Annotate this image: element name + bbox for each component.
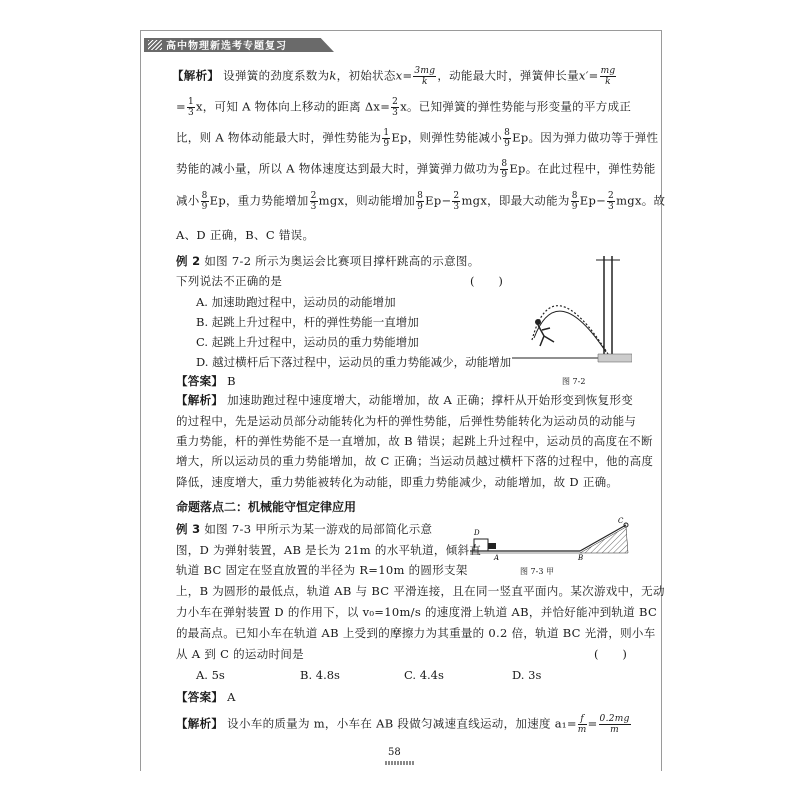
option-b: B. 起跳上升过程中，杆的弹性势能一直增加 <box>196 315 419 329</box>
figure-caption: 图 7-3 甲 <box>520 567 554 576</box>
text: 如图 7-3 甲所示为某一游戏的局部简化示意 <box>204 522 433 536</box>
analysis-tag: 【解析】 <box>176 716 224 731</box>
analysis-tag: 【解析】 <box>172 68 220 83</box>
answer-tag: 【答案】 <box>176 690 224 704</box>
pole-vault-figure <box>512 250 632 370</box>
text: = <box>176 99 186 114</box>
text: Ep，重力势能增加 <box>209 193 309 208</box>
fraction: $\frac{8}{9}$ <box>571 191 578 212</box>
text: x，可知 A 物体向上移动的距离 Δx= <box>195 99 391 114</box>
option-c: C. 起跳上升过程中，运动员的重力势能增加 <box>196 335 419 349</box>
analysis1-line2 <box>176 97 631 118</box>
example3-analysis <box>176 714 632 735</box>
analysis1-line3 <box>176 128 658 149</box>
option-a: A. 加速助跑过程中，运动员的动能增加 <box>196 295 396 309</box>
fraction: $\frac{3mg}{k}$ <box>414 66 436 87</box>
option-d: D. 越过横杆后下落过程中，运动员的重力势能减少，动能增加 <box>196 355 512 369</box>
text: Ep，则弹性势能减小 <box>391 130 503 145</box>
answer-value: B <box>227 374 236 388</box>
answer-paren: ( ) <box>594 647 628 661</box>
text: mgx。故 <box>616 193 666 208</box>
text: x= <box>395 68 413 83</box>
text: 如图 7-2 所示为奥运会比赛项目撑杆跳高的示意图。 <box>204 254 480 268</box>
text: 比，则 A 物体动能最大时，弹性势能为 <box>176 130 382 145</box>
analysis-tag: 【解析】 <box>176 393 224 407</box>
example3-answer <box>176 690 236 704</box>
example-label: 例 2 <box>176 254 201 268</box>
label-b: B <box>578 554 584 562</box>
answer-tag: 【答案】 <box>176 374 224 388</box>
text: x。已知弹簧的弹性势能与形变量的平方成正 <box>400 99 632 114</box>
header-stripe <box>148 40 162 50</box>
text: 势能的减小量，所以 A 物体速度达到最大时，弹簧弹力做功为 <box>176 161 500 176</box>
label-c: C <box>618 517 624 525</box>
example3-line1 <box>176 522 432 536</box>
text: 加速助跑过程中速度增大，动能增加，故 A 正确；撑杆从开始形变到恢复形变 <box>227 393 634 407</box>
analysis1-line1 <box>172 66 617 87</box>
text: mgx，即最大动能为 <box>461 193 570 208</box>
fraction: $\frac{1}{3}$ <box>187 97 194 118</box>
section-title: 命题落点二：机械能守恒定律应用 <box>176 500 357 514</box>
figure-caption: 图 7-2 <box>562 377 586 386</box>
header-title: 高中物理新选考专题复习 <box>166 41 287 52</box>
example3-line5: 力小车在弹射装置 D 的作用下，以 v₀=10m/s 的速度滑上轨道 AB，并恰好能冲到轨道 BC <box>176 605 658 619</box>
answer-paren: ( ) <box>470 274 504 288</box>
option-c: C. 4.4s <box>404 668 444 682</box>
fraction: $\frac{2}{3}$ <box>453 191 460 212</box>
text: 设小车的质量为 m，小车在 AB 段做匀减速直线运动，加速度 a₁= <box>227 716 577 731</box>
label-a: A <box>494 554 500 562</box>
text: 设弹簧的劲度系数为 <box>223 68 330 83</box>
fraction: $\frac{mg}{k}$ <box>600 66 616 87</box>
option-d: D. 3s <box>512 668 542 682</box>
example3-line6: 的最高点。已知小车在轨道 AB 上受到的摩擦力为其重量的 0.2 倍，轨道 BC 光滑，则小车 <box>176 626 656 640</box>
fraction: $\frac{2}{3}$ <box>392 97 399 118</box>
label-d: D <box>474 529 480 537</box>
fraction: $\frac{8}{9}$ <box>417 191 424 212</box>
page-number: 58 <box>388 747 401 758</box>
text: = <box>587 716 598 731</box>
answer-value: A <box>227 690 236 704</box>
example2-analysis-line1 <box>176 393 633 407</box>
example2-analysis-line5: 降低，速度增大，重力势能被转化为动能，即重力势能减少，动能增加，故 D 正确。 <box>176 475 619 489</box>
analysis1-line4 <box>176 159 656 180</box>
example2-analysis-line4: 增大，所以运动员的重力势能增加，故 C 正确；当运动员越过横杆下落的过程中，他的高度 <box>176 454 654 468</box>
text: 减小 <box>176 193 200 208</box>
text: Ep− <box>425 193 452 208</box>
fraction: $\frac{0.2mg}{m}$ <box>599 714 630 735</box>
fraction: $\frac{8}{9}$ <box>504 128 511 149</box>
example2-analysis-line3: 重力势能，杆的弹性势能不是一直增加，故 B 错误；起跳上升过程中，运动员的高度在不断 <box>176 434 653 448</box>
example3-line3: 轨道 BC 固定在竖直放置的半径为 R=10m 的圆形支架 <box>176 563 468 577</box>
example3-line7: 从 A 到 C 的运动时间是 <box>176 647 304 661</box>
fraction: $\frac{2}{3}$ <box>310 191 317 212</box>
example3-line2: 图，D 为弹射装置，AB 是长为 21m 的水平轨道，倾斜直 <box>176 543 482 557</box>
fraction: $\frac{8}{9}$ <box>501 159 508 180</box>
track-figure <box>470 515 630 565</box>
option-a: A. 5s <box>196 668 225 682</box>
text: ，初始状态 <box>336 68 396 83</box>
text: Ep。在此过程中，弹性势能 <box>509 161 656 176</box>
text: k <box>329 68 337 83</box>
text: x′= <box>578 68 599 83</box>
fraction: $\frac{8}{9}$ <box>201 191 208 212</box>
example-label: 例 3 <box>176 522 201 536</box>
example2-answer <box>176 374 236 388</box>
analysis1-line5 <box>176 191 665 212</box>
example3-line4: 上，B 为圆形的最低点，轨道 AB 与 BC 平滑连接，且在同一竖直平面内。某次游戏中，无动 <box>176 584 665 598</box>
text: ，动能最大时，弹簧伸长量 <box>437 68 579 83</box>
example2-analysis-line2: 的过程中，先是运动员部分动能转化为杆的弹性势能，后弹性势能转化为运动员的动能与 <box>176 414 637 428</box>
text: Ep。因为弹力做功等于弹性 <box>512 130 659 145</box>
option-b: B. 4.8s <box>300 668 340 682</box>
example2-question-line2: 下列说法不正确的是 <box>176 274 283 288</box>
analysis1-line6: A、D 正确，B、C 错误。 <box>176 228 315 242</box>
fraction: $\frac{2}{3}$ <box>608 191 615 212</box>
fraction: $\frac{1}{9}$ <box>383 128 390 149</box>
text: Ep− <box>579 193 607 208</box>
page-number-bar <box>385 761 415 765</box>
example2-question-line1 <box>176 254 480 268</box>
running-header <box>144 32 334 54</box>
fraction: $\frac{f}{m}$ <box>577 714 587 735</box>
text: mgx，则动能增加 <box>318 193 416 208</box>
